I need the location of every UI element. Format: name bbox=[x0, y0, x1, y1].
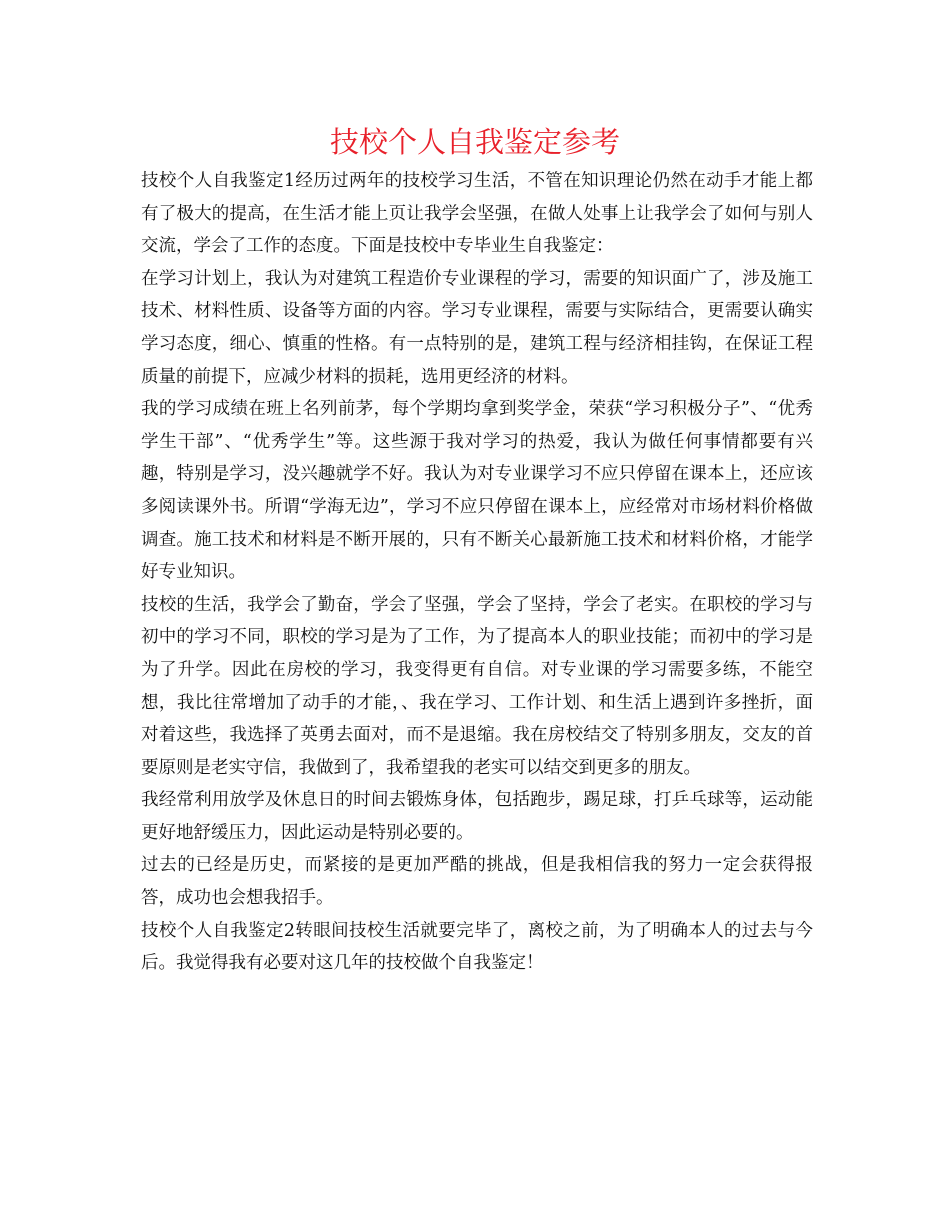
paragraph-5: 我经常利用放学及休息日的时间去锻炼身体，包括跑步，踢足球，打乒乓球等，运动能更好地舒缓压力，因此运动是特别必要的。 bbox=[141, 790, 813, 843]
paragraph-6: 过去的已经是历史，而紧接的是更加严酷的挑战，但是我相信我的努力一定会获得报答，成功也会想我招手。 bbox=[141, 855, 813, 909]
paragraph-4: 技校的生活，我学会了勤奋，学会了坚强，学会了坚持，学会了老实。在职校的学习与初中的学习不同，职校的学习是为了工作，为了提高本人的职业技能；而初中的学习是为了升学。因此在房校的学习，我变得更有自信。对专业课的学习需要多练，不能空想，我比往常增加了动手的才能，、我在学习、工作计划、和生活上遇到许多挫折，面对着这些，我选择了英勇去面对，而不是退缩。我在房校结交了特别多朋友，交友的首要原则是老实守信，我做到了，我希望我的老实可以结交到更多的朋友。 bbox=[141, 594, 813, 778]
paragraph-2: 在学习计划上，我认为对建筑工程造价专业课程的学习，需要的知识面广了，涉及施工技术、材料性质、设备等方面的内容。学习专业课程，需要与实际结合，更需要认确实学习态度，细心、慎重的性格。有一点特别的是，建筑工程与经济相挂钩，在保证工程质量的前提下，应减少材料的损耗，选用更经济的材料。 bbox=[141, 268, 813, 387]
document-title: 技校个人自我鉴定参考 bbox=[329, 125, 620, 159]
paragraph-3: 我的学习成绩在班上名列前茅，每个学期均拿到奖学金，荣获“学习积极分子”、“优秀学生干部”、“优秀学生”等。这些源于我对学习的热爱，我认为做任何事情都要有兴趣，特别是学习，没兴趣就学不好。我认为对专业课学习不应只停留在课本上，还应该多阅读课外书。所谓“学海无边”，学习不应只停留在课本上，应经常对市场材料价格做调查。施工技术和材料是不断开展的，只有不断关心最新施工技术和材料价格，才能学好专业知识。 bbox=[141, 399, 813, 583]
document-body bbox=[141, 165, 813, 980]
paragraph-1: 技校个人自我鉴定1经历过两年的技校学习生活，不管在知识理论仍然在动手才能上都有了极大的提高，在生活才能上页让我学会坚强，在做人处事上让我学会了如何与别人交流，学会了工作的态度。下面是技校中专毕业生自我鉴定： bbox=[141, 171, 813, 257]
paragraph-7: 技校个人自我鉴定2转眼间技校生活就要完毕了，离校之前，为了明确本人的过去与今后。我觉得我有必要对这几年的技校做个自我鉴定！ bbox=[141, 920, 813, 974]
